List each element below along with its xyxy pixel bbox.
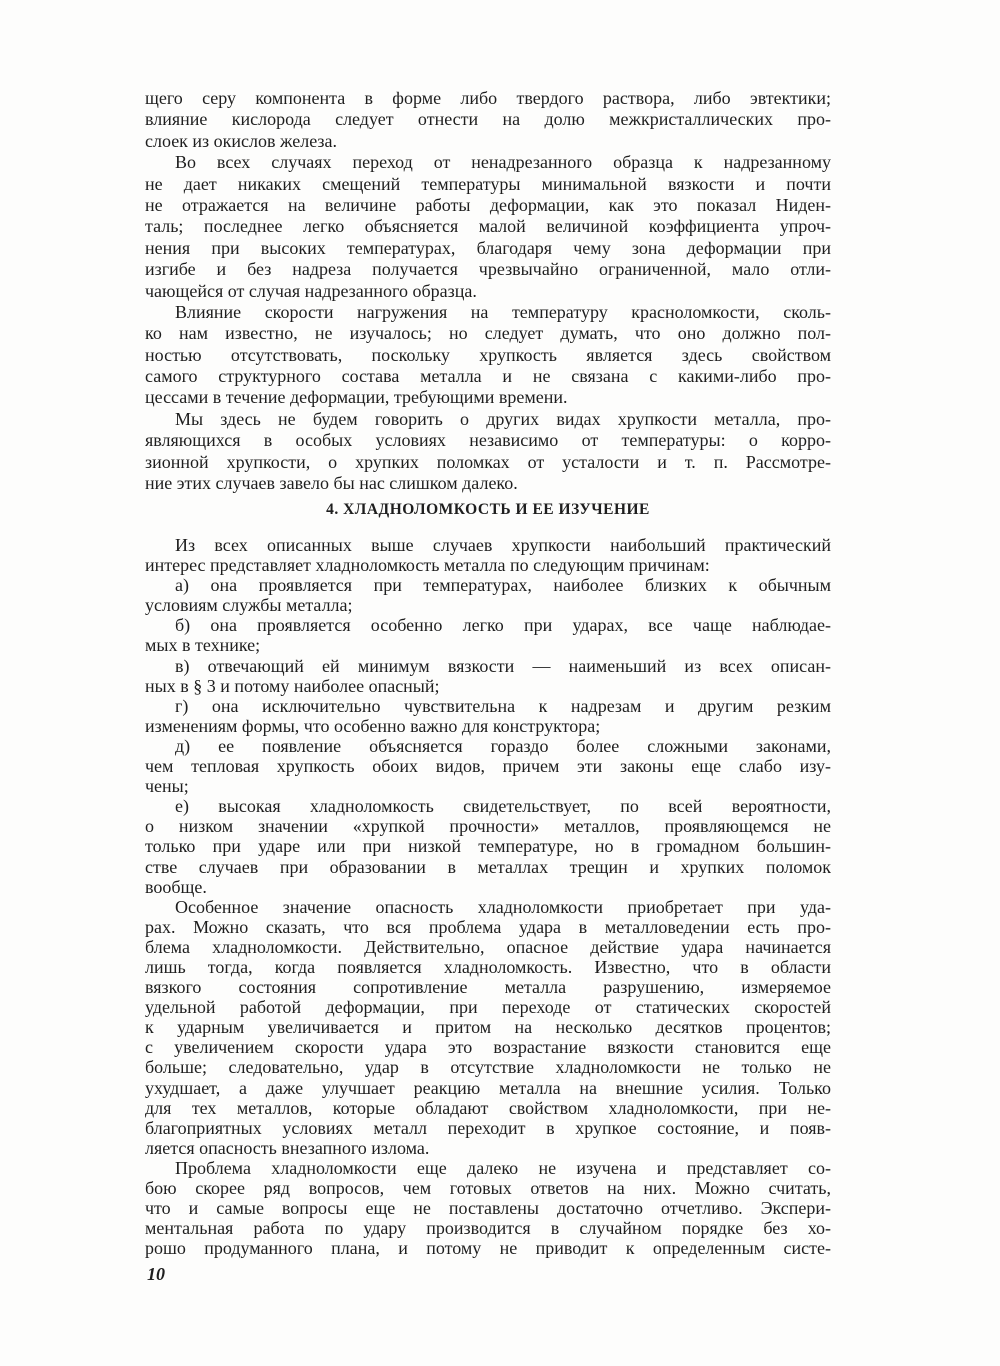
paragraph [145, 88, 831, 152]
text-line: больше; следовательно, удар в отсутствие хладноломкости не только не [145, 1057, 831, 1078]
paragraph [145, 152, 831, 302]
text-line: самого структурного состава металла и не связана с какими-либо про- [145, 366, 831, 387]
text-line: е) высокая хладноломкость свидетельствует, по всей вероятности, [175, 796, 831, 817]
text-line: Во всех случаях переход от ненадрезанного образца к надрезанному [175, 152, 831, 173]
text-line: бою скорее ряд вопросов, чем готовых ответов на них. Можно считать, [145, 1178, 831, 1198]
text-line: условиям службы металла; [145, 595, 353, 616]
page-number: 10 [147, 1264, 165, 1284]
text-line: к ударным увеличивается и притом на несколько десятков процентов; [145, 1017, 831, 1038]
text-line: вязкого состояния сопротивление металла разрушению, измеряемое [145, 977, 831, 998]
text-block-bottom [145, 535, 831, 1258]
text-line: стве случаев при образовании в металлах трещин и хрупких поломок [145, 856, 831, 877]
text-line: ко нам известно, не изучалось; но следует думать, что оно должно пол- [145, 323, 831, 344]
text-line: лишь тогда, когда появляется хладноломкость. Известно, что в области [145, 956, 831, 977]
text-line: ностью отсутствовать, поскольку хрупкость является здесь свойством [145, 344, 831, 365]
text-line: нения при высоких температурах, благодаря чему зона деформации при [145, 237, 831, 258]
paragraph [145, 535, 831, 575]
text-line: о низком значении «хрупкой прочности» металлов, проявляющемся не [145, 816, 831, 837]
text-block-top [145, 88, 831, 494]
text-line: б) она проявляется особенно легко при ударах, все чаще наблюдае- [175, 615, 831, 636]
text-line: что и самые вопросы еще не поставлены достаточно отчетливо. Экспери- [145, 1198, 831, 1219]
text-line: чем тепловая хрупкость обоих видов, причем эти законы еще слабо изу- [145, 756, 831, 777]
text-line: не отражается на величине работы деформации, как это показал Ниден- [145, 194, 831, 215]
text-line: щего серу компонента в форме либо твердого раствора, либо эвтектики; [145, 88, 831, 108]
paragraph [145, 656, 831, 696]
text-line: благоприятных условиях металл переходит в хрупкое состояние, и появ- [145, 1117, 831, 1138]
text-line: рошо продуманного плана, и потому не приводит к определенным систе- [145, 1238, 831, 1259]
text-line: не дает никаких смещений температуры минимальной вязкости и почти [145, 173, 831, 194]
text-line: ние этих случаев завело бы нас слишком далеко. [145, 473, 518, 494]
text-line: с увеличением скорости удара это возрастание вязкости становится еще [145, 1037, 831, 1058]
text-line: Мы здесь не будем говорить о других видах хрупкости металла, про- [175, 408, 831, 429]
text-line: чены; [145, 776, 189, 797]
text-line: изгибе и без надреза получается чрезвычайно ограниченной, мало отли- [145, 259, 831, 280]
text-line: ляется опасность внезапного излома. [145, 1137, 430, 1158]
text-line: удельной работой деформации, при переходе от статических скоростей [145, 997, 831, 1018]
paragraph [145, 696, 831, 736]
text-line: Из всех описанных выше случаев хрупкости наибольший практический [175, 535, 831, 555]
paragraph [145, 409, 831, 495]
text-line: рах. Можно сказать, что вся проблема удара в металловедении есть про- [145, 916, 831, 937]
paragraph [145, 897, 831, 1158]
paragraph [145, 736, 831, 796]
text-line: а) она проявляется при температурах, наиболее близких к обычным [175, 575, 831, 596]
text-line: являющихся в особых условиях независимо от температуры: о коррo- [145, 430, 831, 451]
paragraph [145, 1158, 831, 1258]
text-line: только при ударе или при низкой температуре, но в громадном большин- [145, 836, 831, 857]
text-line: зионной хрупкости, о хрупких поломках от усталости и т. п. Рассмотре- [145, 451, 831, 472]
text-line: цессами в течение деформации, требующими времени. [145, 387, 568, 408]
text-line: изменениям формы, что особенно важно для конструктора; [145, 715, 601, 736]
text-line: ментальная работа по удару производится в случайном порядке без хо- [145, 1218, 831, 1239]
text-line: мых в технике; [145, 635, 261, 656]
text-line: блема хладноломкости. Действительно, опасное действие удара начинается [145, 936, 831, 957]
paragraph [145, 575, 831, 615]
text-line: Особенное значение опасность хладноломкости приобретает при уда- [175, 896, 831, 917]
text-line: для тех металлов, которые обладают свойством хладноломкости, при не- [145, 1097, 831, 1118]
text-line: вообще. [145, 876, 207, 897]
text-line: Влияние скорости нагружения на температуру красноломкости, сколь- [175, 301, 831, 322]
text-line: чающейся от случая надрезанного образца. [145, 280, 477, 301]
text-line: ухудшает, а даже улучшает реакцию металла на внешние усилия. Только [145, 1077, 831, 1098]
text-line: интерес представляет хладноломкость металла по следующим причинам: [145, 555, 710, 576]
text-line: г) она исключительно чувствительна к надрезам и другим резким [175, 695, 831, 716]
text-line: д) ее появление объясняется гораздо более сложными законами, [175, 735, 831, 756]
text-line: влияние кислорода следует отнести на долю межкристаллических про- [145, 109, 831, 130]
text-line: ных в § 3 и потому наиболее опасный; [145, 675, 440, 696]
paragraph [145, 796, 831, 896]
text-line: слоек из окислов железа. [145, 130, 337, 151]
text-line: Проблема хладноломкости еще далеко не изучена и представляет со- [175, 1157, 831, 1178]
text-line: в) отвечающий ей минимум вязкости — наименьший из всех описан- [175, 655, 831, 676]
section-heading: 4. ХЛАДНОЛОМКОСТЬ И ЕЕ ИЗУЧЕНИЕ [326, 501, 650, 518]
text-line: таль; последнее легко объясняется малой величиной коэффициента упроч- [145, 216, 831, 237]
paragraph [145, 302, 831, 409]
paragraph [145, 615, 831, 655]
